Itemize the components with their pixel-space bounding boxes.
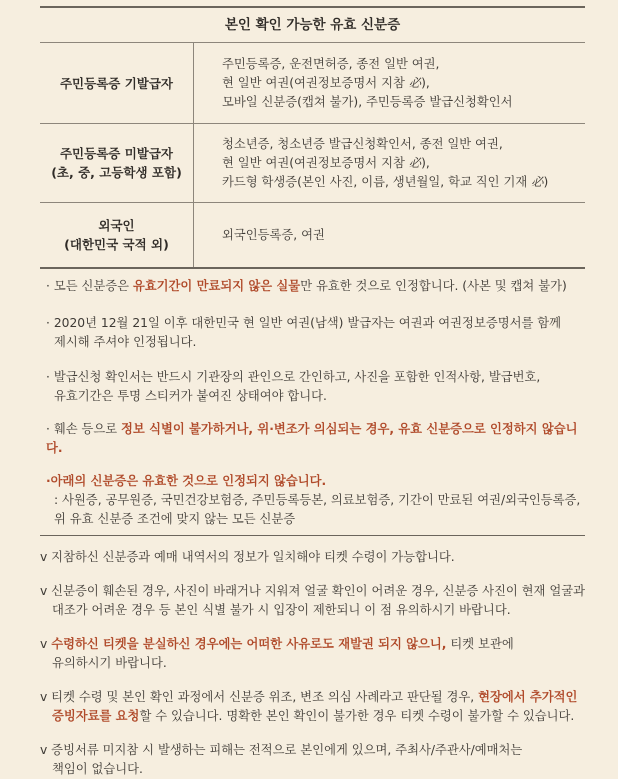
- id-line: [222, 135, 585, 154]
- id-policy-document: [40, 6, 585, 779]
- note-line: [40, 741, 585, 760]
- text-seg: · 모든 신분증은: [46, 279, 133, 293]
- id-notes-list: [40, 277, 585, 536]
- emphasis-text: 현장에서 추가적인: [478, 690, 578, 704]
- note-line: [40, 635, 585, 654]
- text-seg: : 사원증, 공무원증, 국민건강보험증, 주민등록등본, 의료보험증, 기간이 만료된 여권/외국인등록증,: [54, 493, 581, 507]
- text-seg: · 발급신청 확인서는 반드시 기관장의 관인으로 간인하고, 사진을 포함한 인적사항, 발급번호,: [46, 370, 541, 384]
- text-seg: v 증빙서류 미지참 시 발생하는 피해는 전적으로 본인에게 있으며, 주최사/주관사/예매처는: [40, 743, 523, 757]
- note-line: [40, 688, 585, 707]
- note-line: [40, 420, 585, 458]
- text-seg: 카드형 학생증(본인 사진, 이름, 생년월일, 학교 직인 기재: [222, 174, 532, 189]
- text-seg: 청소년증, 청소년증 발급신청확인서, 종전 일반 여권,: [222, 136, 503, 151]
- id-line: [222, 74, 585, 93]
- text-seg: 대조가 어려운 경우 등 본인 식별 불가 시 입장이 제한되니 이 점 유의하시기 바랍니다.: [52, 603, 511, 617]
- note-item: [40, 420, 585, 458]
- text-seg: 주민등록증, 운전면허증, 종전 일반 여권,: [222, 56, 440, 71]
- category-line: 주민등록증 미발급자: [59, 146, 174, 161]
- table-row: [40, 43, 585, 124]
- text-seg: 외국인등록증, 여권: [222, 227, 325, 242]
- emphasis-text: ·아래의 신분증은 유효한 것으로 인정되지 않습니다.: [46, 474, 327, 488]
- text-seg: 유효기간은 투명 스티커가 붙여진 상태여야 합니다.: [54, 389, 327, 403]
- note-line: [40, 368, 585, 387]
- note-item: [40, 368, 585, 406]
- notice-item: [40, 582, 585, 620]
- table-title: 본인 확인 가능한 유효 신분증: [40, 8, 585, 43]
- id-line: [222, 93, 585, 112]
- note-line: [40, 548, 585, 567]
- table-row: [40, 124, 585, 203]
- text-seg: v 신분증이 훼손된 경우, 사진이 바래거나 지워져 얼굴 확인이 어려운 경우, 신분증 사진이 현재 얼굴과: [40, 584, 585, 598]
- category-line: (초, 중, 고등학생 포함): [51, 165, 182, 180]
- text-seg: · 훼손 등으로: [46, 422, 122, 436]
- row-category: [40, 124, 194, 202]
- note-line: [40, 472, 585, 491]
- note-line: [40, 277, 585, 296]
- row-id-list: [194, 124, 585, 202]
- must-glyph: 必: [531, 174, 544, 189]
- note-line: [40, 601, 585, 620]
- table-row: [40, 203, 585, 267]
- emphasis-text: 유효기간이 만료되지 않은 실물: [132, 279, 301, 293]
- must-glyph: 必: [408, 75, 422, 90]
- notice-item: [40, 688, 585, 726]
- text-seg: ),: [421, 75, 430, 90]
- note-line: [40, 582, 585, 601]
- id-line: [222, 154, 585, 173]
- text-seg: 할 수 있습니다. 명확한 본인 확인이 불가한 경우 티켓 수령이 불가할 수 있습니다.: [139, 709, 575, 723]
- text-seg: 티켓 보관에: [446, 637, 514, 651]
- text-seg: ): [543, 174, 549, 189]
- notice-item: [40, 548, 585, 567]
- text-seg: 위 유효 신분증 조건에 맞지 않는 모든 신분증: [54, 512, 296, 526]
- text-seg: 만 유효한 것으로 인정합니다. (사본 및 캡쳐 불가): [300, 279, 567, 293]
- note-line: [40, 314, 585, 333]
- must-glyph: 必: [408, 155, 422, 170]
- row-id-list: [194, 203, 585, 267]
- valid-id-table: [40, 6, 585, 269]
- notice-item: [40, 741, 585, 779]
- note-item: [40, 314, 585, 352]
- id-line: [222, 55, 585, 74]
- note-line: [40, 510, 585, 529]
- note-line: [40, 654, 585, 673]
- id-line: [222, 173, 585, 192]
- row-category: [40, 203, 194, 267]
- note-line: [40, 387, 585, 406]
- id-line: [222, 226, 585, 245]
- text-seg: 유의하시기 바랍니다.: [52, 656, 167, 670]
- text-seg: v 티켓 수령 및 본인 확인 과정에서 신분증 위조, 변조 의심 사례라고 판단될 경우,: [40, 690, 479, 704]
- text-seg: v 지참하신 신분증과 예매 내역서의 정보가 일치해야 티켓 수령이 가능합니다.: [40, 550, 455, 564]
- ticket-notes-list: [40, 548, 585, 779]
- category-line: (대한민국 국적 외): [64, 237, 169, 252]
- notice-item: [40, 635, 585, 673]
- row-category: [40, 43, 194, 123]
- emphasis-text: 수령하신 티켓을 분실하신 경우에는 어떠한 사유로도 재발권 되지 않으니,: [51, 637, 447, 651]
- text-seg: 제시해 주셔야 인정됩니다.: [54, 335, 197, 349]
- note-line: [40, 707, 585, 726]
- row-id-list: [194, 43, 585, 123]
- category-line: 주민등록증 기발급자: [59, 75, 174, 91]
- text-seg: 현 일반 여권(여권정보증명서 지참: [222, 75, 409, 90]
- emphasis-text: 정보 식별이 불가하거나, 위·변조가 의심되는 경우, 유효 신분증으로 인정하지 않습니다.: [46, 422, 578, 455]
- category-line: 외국인: [98, 218, 135, 233]
- text-seg: ),: [421, 155, 430, 170]
- text-seg: v: [40, 637, 52, 651]
- note-item: [40, 472, 585, 529]
- note-line: [40, 491, 585, 510]
- note-item: [40, 277, 585, 296]
- text-seg: 책임이 없습니다.: [52, 762, 143, 776]
- note-line: [40, 333, 585, 352]
- text-seg: 현 일반 여권(여권정보증명서 지참: [222, 155, 409, 170]
- text-seg: · 2020년 12월 21일 이후 대한민국 현 일반 여권(남색) 발급자는 여권과 여권정보증명서를 함께: [46, 316, 561, 330]
- emphasis-text: 증빙자료를 요청: [52, 709, 140, 723]
- text-seg: 모바일 신분증(캡쳐 불가), 주민등록증 발급신청확인서: [222, 94, 513, 109]
